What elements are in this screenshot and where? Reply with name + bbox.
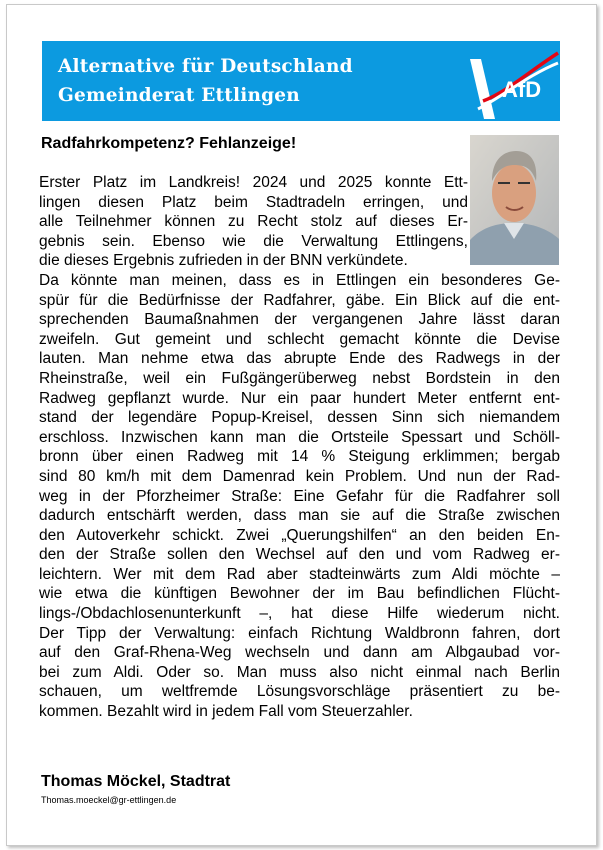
article-line: sprechenden Baumaßnahmen der vergangenen Jahre lässt daran xyxy=(39,311,560,329)
article-line: lingen diesen Platz beim Stadtradeln erringen, und xyxy=(39,193,468,211)
author-email: Thomas.moeckel@gr-ettlingen.de xyxy=(41,795,177,805)
article-line: stand der legendäre Popup-Kreisel, dessen Sinn sich niemandem xyxy=(39,409,560,427)
article-line: auf den Graf-Rhena-Weg wechseln und dann am Albgaubad vor- xyxy=(39,644,560,662)
article-line: lauten. Man nehme etwa das abrupte Ende des Radwegs in der xyxy=(39,350,560,368)
article-line: Der Tipp der Verwaltung: einfach Richtung Waldbronn fahren, dort xyxy=(39,624,560,642)
article-line: Erster Platz im Landkreis! 2024 und 2025 konnte Ett- xyxy=(39,174,468,191)
afd-logo-icon xyxy=(450,41,560,121)
article-body xyxy=(39,173,560,722)
banner-title-party: Alternative für Deutschland xyxy=(58,56,353,77)
article-line: bei zum Aldi. Oder so. Man muss also nicht einmal nach Berlin xyxy=(39,663,560,681)
article-line: gebnis sein. Ebenso wie die Verwaltung Ettlingens, xyxy=(39,232,468,250)
logo-text: AfD xyxy=(502,77,542,102)
article-headline: Radfahrkompetenz? Fehlanzeige! xyxy=(41,135,297,152)
banner-title-council: Gemeinderat Ettlingen xyxy=(58,85,300,106)
article-line: kommen. Bezahlt wird in jedem Fall vom Steuerzahler. xyxy=(39,703,413,721)
article-line: schauen, um weltfremde Lösungsvorschläge präsentiert zu be- xyxy=(39,683,560,701)
article-line: bronn über einen Radweg mit 14 % Steigung erklimmen; bergab xyxy=(39,448,560,466)
article-line: Radweg gepflanzt wurde. Nur ein paar hundert Meter entfernt ent- xyxy=(39,389,560,407)
article-line: wie etwa die künftigen Bewohner der im Bau befindlichen Flücht- xyxy=(39,585,560,603)
article-line: die dieses Ergebnis zufrieden in der BNN verkündete. xyxy=(39,252,408,270)
article-line: dadurch entschärft werden, dass man sie auf die Straße zwischen xyxy=(39,507,560,525)
header-banner xyxy=(42,41,560,121)
article-line: leichtern. Wer mit dem Rad aber stadteinwärts zum Aldi möchte – xyxy=(39,565,560,583)
author-signature: Thomas Möckel, Stadtrat xyxy=(41,773,231,790)
article-line: den Autoverkehr schickt. Zwei „Querungshilfen“ an den beiden En- xyxy=(39,526,560,544)
article-line: sind 80 km/h mit dem Damenrad kein Problem. Und nun der Rad- xyxy=(39,467,560,485)
article-line: den der Straße sollen den Wechsel auf den und vom Radweg er- xyxy=(39,546,560,564)
article-line: Da könnte man meinen, dass es in Ettlingen ein besonderes Ge- xyxy=(39,271,560,289)
article-line: alle Teilnehmer können zu Recht stolz auf dieses Er- xyxy=(39,213,468,231)
article-line: erschloss. Inzwischen kann man die Ortsteile Spessart und Schöll- xyxy=(39,428,560,446)
article-line: zweifeln. Gut gemeint und schlecht gemacht könnte die Devise xyxy=(39,330,560,348)
article-line: Rheinstraße, weil ein Fußgängerüberweg nebst Bordstein in den xyxy=(39,369,560,387)
article-line: weg in der Pforzheimer Straße: Eine Gefahr für die Radfahrer soll xyxy=(39,487,560,505)
article-line: spür für die Bedürfnisse der Radfahrer, gäbe. Ein Blick auf die ent- xyxy=(39,291,560,309)
article-line: lings-/Obdachlosenunterkunft –, hat diese Hilfe wiederum nicht. xyxy=(39,605,560,623)
